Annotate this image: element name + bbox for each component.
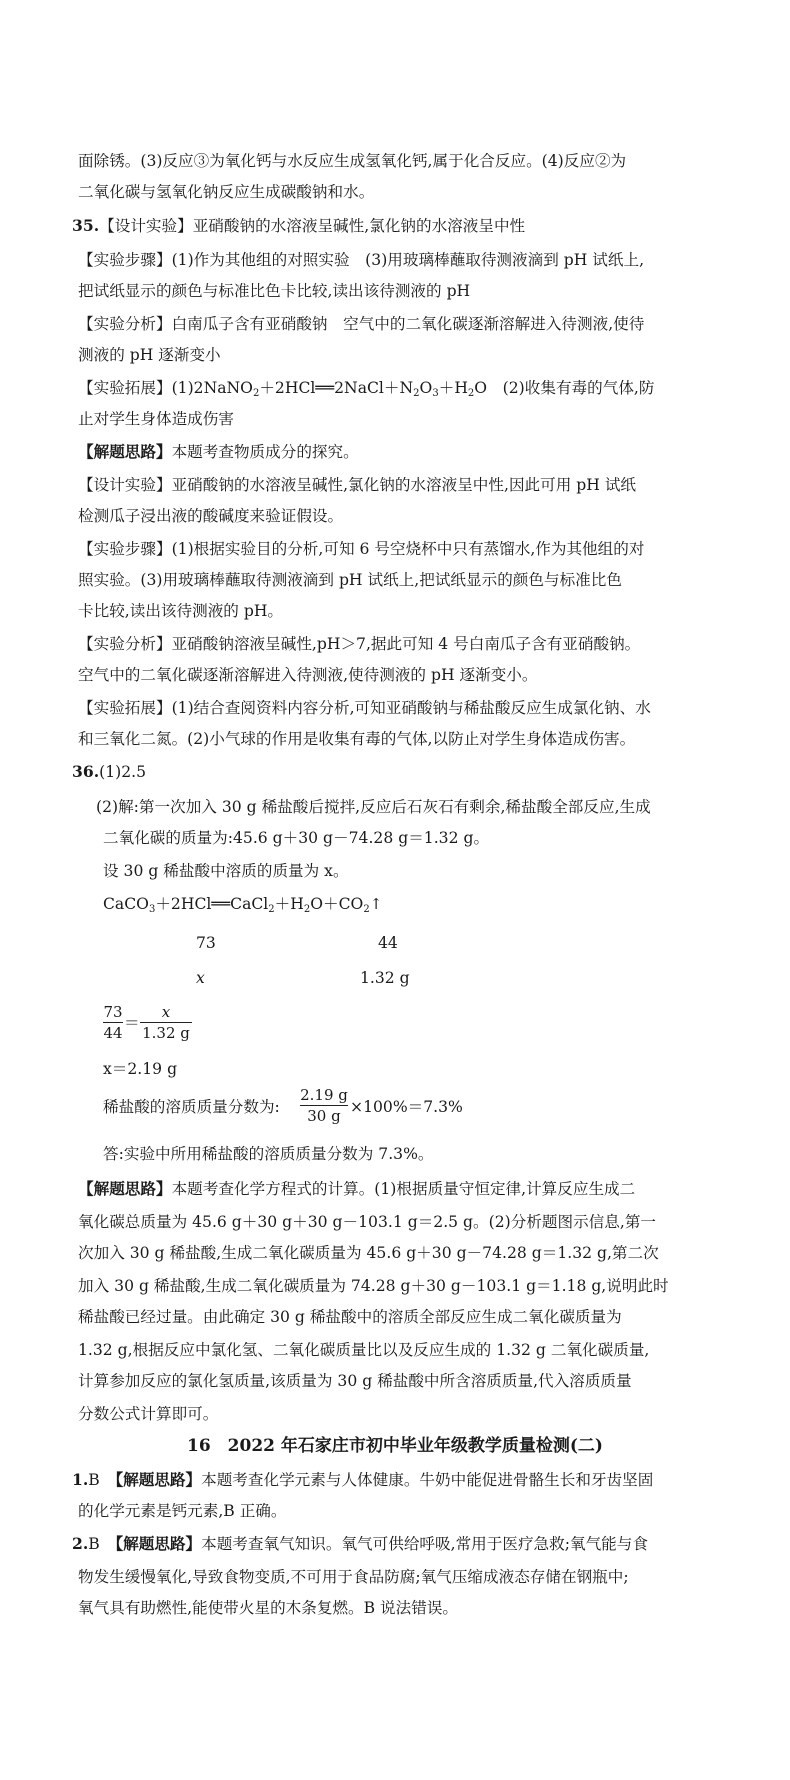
text-line: ×100%＝7.3% bbox=[350, 1098, 463, 1116]
fraction-denominator: 44 bbox=[103, 1024, 123, 1042]
fraction-numerator: 73 bbox=[103, 1003, 123, 1021]
text-line: 物发生缓慢氧化,导致食物变质,不可用于食品防腐;氧气压缩成液态存储在钢瓶中; bbox=[78, 1568, 629, 1586]
fraction-bar bbox=[140, 1022, 192, 1023]
question-number: 36. bbox=[72, 762, 100, 781]
text-line: 【实验分析】亚硝酸钠溶液呈碱性,pH＞7,据此可知 4 号白南瓜子含有亚硝酸钠。 bbox=[78, 635, 641, 653]
text-line: 次加入 30 g 稀盐酸,生成二氧化碳质量为 45.6 g＋30 g－74.28 g＝1.32 g,第二次 bbox=[78, 1244, 659, 1262]
text-line: 【实验分析】白南瓜子含有亚硝酸钠 空气中的二氧化碳逐渐溶解进入待测液,使待 bbox=[78, 315, 645, 333]
question-number: 2. bbox=[72, 1534, 89, 1553]
text-line: 稀盐酸已经过量。由此确定 30 g 稀盐酸中的溶质全部反应生成二氧化碳质量为 bbox=[78, 1308, 622, 1326]
text-line: 照实验。(3)用玻璃棒蘸取待测液滴到 pH 试纸上,把试纸显示的颜色与标准比色 bbox=[78, 571, 622, 589]
text-line: 稀盐酸的溶质质量分数为: bbox=[103, 1098, 280, 1116]
question-1: 1.B 【解题思路】本题考查化学元素与人体健康。牛奶中能促进骨骼生长和牙齿坚固 bbox=[72, 1470, 654, 1489]
question-2: 2.B 【解题思路】本题考查氧气知识。氧气可供给呼吸,常用于医疗急救;氧气能与食 bbox=[72, 1534, 648, 1553]
text-line: 1.32 g,根据反应中氯化氢、二氧化碳质量比以及反应生成的 1.32 g 二氧化碳质量, bbox=[78, 1341, 650, 1359]
text-line: 面除锈。(3)反应③为氧化钙与水反应生成氢氧化钙,属于化合反应。(4)反应②为 bbox=[78, 152, 627, 170]
text-line: 测液的 pH 逐渐变小 bbox=[78, 346, 221, 364]
text-line: 【解题思路】本题考查化学方程式的计算。(1)根据质量守恒定律,计算反应生成二 bbox=[78, 1179, 636, 1198]
fraction-bar bbox=[103, 1022, 123, 1023]
text-line: 的化学元素是钙元素,B 正确。 bbox=[78, 1502, 287, 1520]
text-line: 【设计实验】亚硝酸钠的水溶液呈碱性,氯化钠的水溶液呈中性 bbox=[99, 217, 526, 235]
fraction-numerator: 2.19 g bbox=[300, 1086, 348, 1104]
text-line: 【实验拓展】(1)结合查阅资料内容分析,可知亚硝酸钠与稀盐酸反应生成氯化钠、水 bbox=[78, 699, 651, 717]
text-line: 氧气具有助燃性,能使带火星的木条复燃。B 说法错误。 bbox=[78, 1599, 459, 1617]
section-title: 16 2022 年石家庄市初中毕业年级教学质量检测(二) bbox=[187, 1436, 603, 1456]
text-line: 二氧化碳与氢氧化钠反应生成碳酸钠和水。 bbox=[78, 183, 375, 201]
text-line: 二氧化碳的质量为:45.6 g＋30 g－74.28 g＝1.32 g。 bbox=[103, 829, 490, 847]
variable: x bbox=[196, 969, 205, 987]
coefficient: 73 bbox=[196, 934, 216, 952]
question-number: 35. bbox=[72, 216, 100, 235]
equation-line: 【实验拓展】$(1)2NaNO_2+2HCl══2NaCl+N_2O_3+H_2O$ (2)收集有毒的气体,防 bbox=[78, 379, 655, 399]
text-line: 答:实验中所用稀盐酸的溶质质量分数为 7.3%。 bbox=[103, 1145, 434, 1163]
text-line: 氧化碳总质量为 45.6 g＋30 g＋30 g－103.1 g＝2.5 g。(2)分析题图示信息,第一 bbox=[78, 1213, 657, 1231]
coefficient: 44 bbox=[378, 934, 398, 952]
hint-label: 【解题思路】 bbox=[115, 1534, 202, 1553]
equation-line: $CaCO_3+2HCl══CaCl_2+H_2O+CO_2↑$ bbox=[103, 895, 383, 915]
text-line: 【设计实验】亚硝酸钠的水溶液呈碱性,氯化钠的水溶液呈中性,因此可用 pH 试纸 bbox=[78, 476, 637, 494]
answer-choice: B bbox=[88, 1471, 116, 1489]
text-line: 计算参加反应的氯化氢质量,该质量为 30 g 稀盐酸中所含溶质质量,代入溶质质量 bbox=[78, 1372, 632, 1390]
fraction-denominator: 30 g bbox=[307, 1107, 341, 1125]
text-line: 加入 30 g 稀盐酸,生成二氧化碳质量为 74.28 g＋30 g－103.1 g＝1.18 g,说明此时 bbox=[78, 1277, 669, 1295]
text-line: 【实验步骤】(1)根据实验目的分析,可知 6 号空烧杯中只有蒸馏水,作为其他组的对 bbox=[78, 540, 645, 558]
text-line: 止对学生身体造成伤害 bbox=[78, 410, 234, 428]
text-line: 【解题思路】本题考查物质成分的探究。 bbox=[78, 442, 359, 461]
fraction-numerator: x bbox=[161, 1003, 171, 1021]
text-line: (2)解:第一次加入 30 g 稀盐酸后搅拌,反应后石灰石有剩余,稀盐酸全部反应,生成 bbox=[96, 798, 651, 816]
text-line: 设 30 g 稀盐酸中溶质的质量为 x。 bbox=[103, 862, 349, 880]
fraction-bar bbox=[300, 1105, 348, 1106]
gas-arrow-icon: ↑ bbox=[369, 895, 383, 913]
hint-label: 【解题思路】 bbox=[115, 1470, 202, 1489]
text-line: x＝2.19 g bbox=[103, 1060, 178, 1078]
text-line: 分数公式计算即可。 bbox=[78, 1405, 219, 1423]
text-line: 空气中的二氧化碳逐渐溶解进入待测液,使待测液的 pH 逐渐变小。 bbox=[78, 666, 538, 684]
fraction-denominator: 1.32 g bbox=[142, 1024, 190, 1042]
text-line: 卡比较,读出该待测液的 pH。 bbox=[78, 602, 284, 620]
hint-label: 【解题思路】 bbox=[78, 1179, 172, 1198]
question-number: 1. bbox=[72, 1470, 89, 1489]
value: 1.32 g bbox=[360, 969, 410, 987]
text-line: 检测瓜子浸出液的酸碱度来验证假设。 bbox=[78, 507, 344, 525]
question-35 bbox=[72, 215, 525, 237]
text-line: 和三氧化二氮。(2)小气球的作用是收集有毒的气体,以防止对学生身体造成伤害。 bbox=[78, 730, 636, 748]
question-36: 36.(1)2.5 bbox=[72, 762, 147, 781]
equals-sign: ＝ bbox=[124, 1014, 140, 1032]
answer-choice: B bbox=[88, 1535, 116, 1553]
hint-label: 【解题思路】 bbox=[78, 442, 172, 461]
text-line: 【实验步骤】(1)作为其他组的对照实验 (3)用玻璃棒蘸取待测液滴到 pH 试纸上, bbox=[78, 251, 645, 269]
text-line: 把试纸显示的颜色与标准比色卡比较,读出该待测液的 pH bbox=[78, 282, 471, 300]
